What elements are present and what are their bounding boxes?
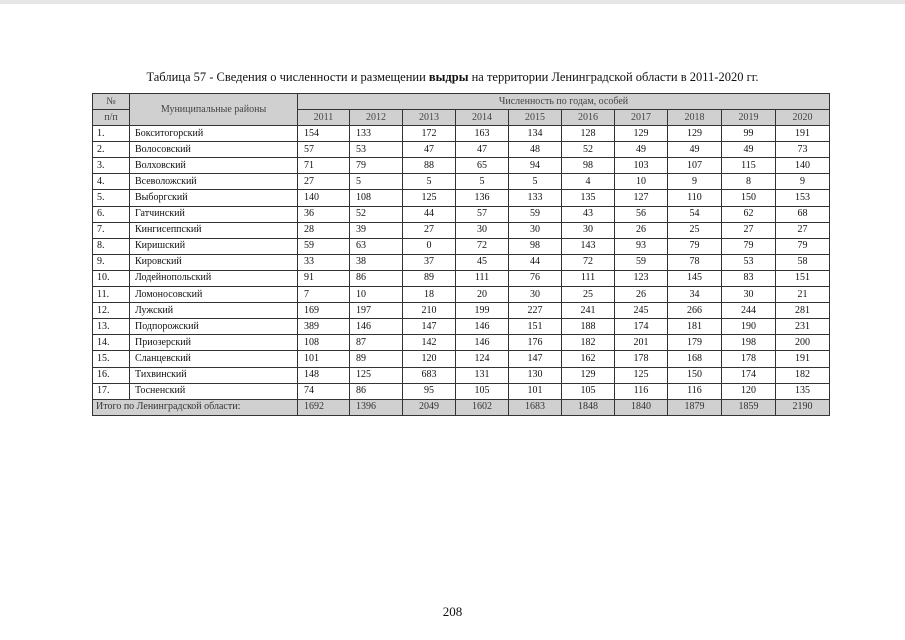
population-cell: 4 [562, 174, 615, 190]
population-cell: 115 [722, 158, 776, 174]
population-cell: 116 [615, 383, 668, 399]
year-header: 2015 [509, 110, 562, 126]
population-cell: 79 [668, 238, 722, 254]
population-cell: 5 [509, 174, 562, 190]
population-cell: 59 [298, 238, 350, 254]
population-cell: 227 [509, 303, 562, 319]
population-cell: 150 [722, 190, 776, 206]
population-cell: 129 [668, 126, 722, 142]
table-row [93, 190, 830, 206]
population-cell: 120 [722, 383, 776, 399]
population-cell: 188 [562, 319, 615, 335]
population-cell: 98 [509, 238, 562, 254]
population-cell: 93 [615, 238, 668, 254]
table-body [93, 126, 830, 416]
year-header: 2011 [298, 110, 350, 126]
population-cell: 108 [350, 190, 403, 206]
population-cell: 36 [298, 206, 350, 222]
population-cell: 135 [562, 190, 615, 206]
population-cell: 59 [615, 254, 668, 270]
population-cell: 101 [298, 351, 350, 367]
population-cell: 49 [615, 142, 668, 158]
population-cell: 49 [668, 142, 722, 158]
district-name: Ломоносовский [130, 287, 298, 303]
population-cell: 200 [776, 335, 830, 351]
population-cell: 127 [615, 190, 668, 206]
table-row [93, 222, 830, 238]
population-cell: 38 [350, 254, 403, 270]
population-cell: 27 [298, 174, 350, 190]
population-cell: 125 [615, 367, 668, 383]
population-cell: 140 [298, 190, 350, 206]
population-cell: 241 [562, 303, 615, 319]
population-cell: 174 [615, 319, 668, 335]
header-district: Муниципальные районы [130, 94, 298, 126]
caption-prefix: Таблица 57 - Сведения о численности и размещении [146, 70, 429, 84]
population-cell: 154 [298, 126, 350, 142]
population-cell: 52 [350, 206, 403, 222]
population-cell: 153 [776, 190, 830, 206]
population-cell: 34 [668, 287, 722, 303]
population-cell: 53 [722, 254, 776, 270]
population-cell: 68 [776, 206, 830, 222]
population-cell: 105 [456, 383, 509, 399]
population-cell: 130 [509, 367, 562, 383]
population-cell: 245 [615, 303, 668, 319]
population-cell: 79 [350, 158, 403, 174]
population-cell: 72 [562, 254, 615, 270]
district-name: Сланцевский [130, 351, 298, 367]
year-header: 2016 [562, 110, 615, 126]
population-cell: 182 [776, 367, 830, 383]
population-cell: 198 [722, 335, 776, 351]
population-cell: 168 [668, 351, 722, 367]
population-cell: 163 [456, 126, 509, 142]
population-cell: 210 [403, 303, 456, 319]
population-cell: 21 [776, 287, 830, 303]
population-cell: 88 [403, 158, 456, 174]
population-cell: 30 [722, 287, 776, 303]
row-number: 11. [93, 287, 130, 303]
population-cell: 150 [668, 367, 722, 383]
total-cell: 1602 [456, 399, 509, 415]
district-name: Лужский [130, 303, 298, 319]
header-number: № [93, 94, 130, 110]
population-cell: 78 [668, 254, 722, 270]
table-row [93, 383, 830, 399]
population-cell: 91 [298, 270, 350, 286]
total-cell: 1848 [562, 399, 615, 415]
population-cell: 133 [509, 190, 562, 206]
row-number: 14. [93, 335, 130, 351]
population-cell: 146 [456, 319, 509, 335]
population-cell: 99 [722, 126, 776, 142]
population-cell: 25 [668, 222, 722, 238]
row-number: 10. [93, 270, 130, 286]
population-cell: 52 [562, 142, 615, 158]
population-cell: 134 [509, 126, 562, 142]
district-name: Подпорожский [130, 319, 298, 335]
population-cell: 111 [562, 270, 615, 286]
year-header: 2012 [350, 110, 403, 126]
population-cell: 146 [456, 335, 509, 351]
population-cell: 140 [776, 158, 830, 174]
population-cell: 26 [615, 287, 668, 303]
population-cell: 147 [403, 319, 456, 335]
year-header: 2013 [403, 110, 456, 126]
population-cell: 47 [456, 142, 509, 158]
total-cell: 1840 [615, 399, 668, 415]
population-cell: 83 [722, 270, 776, 286]
table-row [93, 287, 830, 303]
page-number: 208 [442, 604, 463, 619]
population-cell: 176 [509, 335, 562, 351]
population-cell: 63 [350, 238, 403, 254]
population-cell: 37 [403, 254, 456, 270]
population-cell: 59 [509, 206, 562, 222]
population-cell: 39 [350, 222, 403, 238]
total-cell: 2049 [403, 399, 456, 415]
population-cell: 44 [403, 206, 456, 222]
population-cell: 18 [403, 287, 456, 303]
table-row [93, 142, 830, 158]
row-number: 16. [93, 367, 130, 383]
district-name: Всеволожский [130, 174, 298, 190]
population-cell: 148 [298, 367, 350, 383]
population-cell: 94 [509, 158, 562, 174]
table-row [93, 335, 830, 351]
population-cell: 9 [668, 174, 722, 190]
population-cell: 190 [722, 319, 776, 335]
row-number: 17. [93, 383, 130, 399]
population-cell: 178 [615, 351, 668, 367]
population-cell: 147 [509, 351, 562, 367]
caption-bold-word: выдры [428, 70, 469, 84]
district-name: Выборгский [130, 190, 298, 206]
population-cell: 54 [668, 206, 722, 222]
population-cell: 57 [298, 142, 350, 158]
total-cell: 1859 [722, 399, 776, 415]
population-cell: 49 [722, 142, 776, 158]
population-cell: 129 [562, 367, 615, 383]
population-cell: 201 [615, 335, 668, 351]
population-cell: 266 [668, 303, 722, 319]
population-cell: 5 [350, 174, 403, 190]
population-cell: 111 [456, 270, 509, 286]
population-cell: 86 [350, 383, 403, 399]
population-cell: 136 [456, 190, 509, 206]
total-row [93, 399, 830, 415]
population-cell: 71 [298, 158, 350, 174]
population-cell: 143 [562, 238, 615, 254]
population-cell: 131 [456, 367, 509, 383]
population-cell: 125 [403, 190, 456, 206]
population-cell: 172 [403, 126, 456, 142]
table-row [93, 351, 830, 367]
table-row [93, 254, 830, 270]
population-cell: 179 [668, 335, 722, 351]
population-cell: 8 [722, 174, 776, 190]
population-cell: 128 [562, 126, 615, 142]
table-row [93, 303, 830, 319]
total-cell: 1683 [509, 399, 562, 415]
population-cell: 89 [403, 270, 456, 286]
table-row [93, 367, 830, 383]
district-name: Тосненский [130, 383, 298, 399]
population-cell: 5 [403, 174, 456, 190]
district-name: Лодейнопольский [130, 270, 298, 286]
district-name: Кировский [130, 254, 298, 270]
total-cell: 2190 [776, 399, 830, 415]
population-cell: 146 [350, 319, 403, 335]
population-cell: 125 [350, 367, 403, 383]
row-number: 9. [93, 254, 130, 270]
header-population-group: Численность по годам, особей [298, 94, 830, 110]
population-cell: 191 [776, 351, 830, 367]
population-cell: 27 [403, 222, 456, 238]
district-name: Волховский [130, 158, 298, 174]
population-cell: 30 [509, 222, 562, 238]
population-cell: 74 [298, 383, 350, 399]
population-cell: 105 [562, 383, 615, 399]
population-cell: 162 [562, 351, 615, 367]
district-name: Киришский [130, 238, 298, 254]
population-cell: 10 [615, 174, 668, 190]
population-cell: 124 [456, 351, 509, 367]
table-row [93, 206, 830, 222]
total-cell: 1879 [668, 399, 722, 415]
population-cell: 26 [615, 222, 668, 238]
population-cell: 281 [776, 303, 830, 319]
table-row [93, 319, 830, 335]
population-cell: 135 [776, 383, 830, 399]
population-cell: 89 [350, 351, 403, 367]
population-cell: 5 [456, 174, 509, 190]
population-cell: 145 [668, 270, 722, 286]
scan-top-edge [0, 0, 905, 4]
population-cell: 0 [403, 238, 456, 254]
row-number: 5. [93, 190, 130, 206]
population-cell: 30 [562, 222, 615, 238]
table-row [93, 174, 830, 190]
population-cell: 10 [350, 287, 403, 303]
total-cell: 1396 [350, 399, 403, 415]
population-cell: 73 [776, 142, 830, 158]
population-cell: 87 [350, 335, 403, 351]
population-cell: 98 [562, 158, 615, 174]
row-number: 3. [93, 158, 130, 174]
population-cell: 56 [615, 206, 668, 222]
population-cell: 197 [350, 303, 403, 319]
population-cell: 76 [509, 270, 562, 286]
population-cell: 27 [776, 222, 830, 238]
district-name: Бокситогорский [130, 126, 298, 142]
population-cell: 107 [668, 158, 722, 174]
population-cell: 28 [298, 222, 350, 238]
population-cell: 57 [456, 206, 509, 222]
population-cell: 79 [776, 238, 830, 254]
population-cell: 174 [722, 367, 776, 383]
population-cell: 25 [562, 287, 615, 303]
population-cell: 7 [298, 287, 350, 303]
population-cell: 182 [562, 335, 615, 351]
population-cell: 178 [722, 351, 776, 367]
row-number: 12. [93, 303, 130, 319]
population-cell: 123 [615, 270, 668, 286]
population-cell: 44 [509, 254, 562, 270]
table-row [93, 126, 830, 142]
table-row [93, 238, 830, 254]
population-cell: 53 [350, 142, 403, 158]
population-cell: 45 [456, 254, 509, 270]
population-cell: 110 [668, 190, 722, 206]
population-cell: 30 [456, 222, 509, 238]
population-cell: 43 [562, 206, 615, 222]
district-name: Приозерский [130, 335, 298, 351]
population-cell: 129 [615, 126, 668, 142]
row-number: 8. [93, 238, 130, 254]
table-row [93, 158, 830, 174]
row-number: 2. [93, 142, 130, 158]
population-cell: 244 [722, 303, 776, 319]
row-number: 4. [93, 174, 130, 190]
population-cell: 58 [776, 254, 830, 270]
population-cell: 62 [722, 206, 776, 222]
caption-suffix: на территории Ленинградской области в 2011-2020 гг. [468, 70, 759, 84]
row-number: 1. [93, 126, 130, 142]
total-label: Итого по Ленинградской области: [93, 399, 298, 415]
population-cell: 27 [722, 222, 776, 238]
population-cell: 86 [350, 270, 403, 286]
population-cell: 133 [350, 126, 403, 142]
population-cell: 9 [776, 174, 830, 190]
population-cell: 151 [509, 319, 562, 335]
population-cell: 79 [722, 238, 776, 254]
population-cell: 142 [403, 335, 456, 351]
population-cell: 181 [668, 319, 722, 335]
total-cell: 1692 [298, 399, 350, 415]
population-cell: 120 [403, 351, 456, 367]
table-row [93, 270, 830, 286]
population-cell: 683 [403, 367, 456, 383]
year-header: 2017 [615, 110, 668, 126]
population-cell: 72 [456, 238, 509, 254]
district-name: Волосовский [130, 142, 298, 158]
row-number: 7. [93, 222, 130, 238]
population-cell: 101 [509, 383, 562, 399]
header-pp: п/п [93, 110, 130, 126]
population-cell: 151 [776, 270, 830, 286]
population-cell: 108 [298, 335, 350, 351]
year-header: 2019 [722, 110, 776, 126]
population-cell: 199 [456, 303, 509, 319]
row-number: 6. [93, 206, 130, 222]
row-number: 13. [93, 319, 130, 335]
population-cell: 48 [509, 142, 562, 158]
table-caption [0, 70, 905, 85]
district-name: Гатчинский [130, 206, 298, 222]
population-cell: 47 [403, 142, 456, 158]
population-cell: 116 [668, 383, 722, 399]
otter-population-table [92, 93, 830, 416]
population-cell: 33 [298, 254, 350, 270]
population-cell: 65 [456, 158, 509, 174]
year-header: 2018 [668, 110, 722, 126]
year-header: 2020 [776, 110, 830, 126]
district-name: Тихвинский [130, 367, 298, 383]
population-cell: 103 [615, 158, 668, 174]
population-cell: 95 [403, 383, 456, 399]
population-cell: 191 [776, 126, 830, 142]
header-row-top [93, 94, 830, 110]
district-name: Кингисеппский [130, 222, 298, 238]
year-header: 2014 [456, 110, 509, 126]
population-cell: 169 [298, 303, 350, 319]
row-number: 15. [93, 351, 130, 367]
population-cell: 20 [456, 287, 509, 303]
population-cell: 30 [509, 287, 562, 303]
population-cell: 389 [298, 319, 350, 335]
population-cell: 231 [776, 319, 830, 335]
